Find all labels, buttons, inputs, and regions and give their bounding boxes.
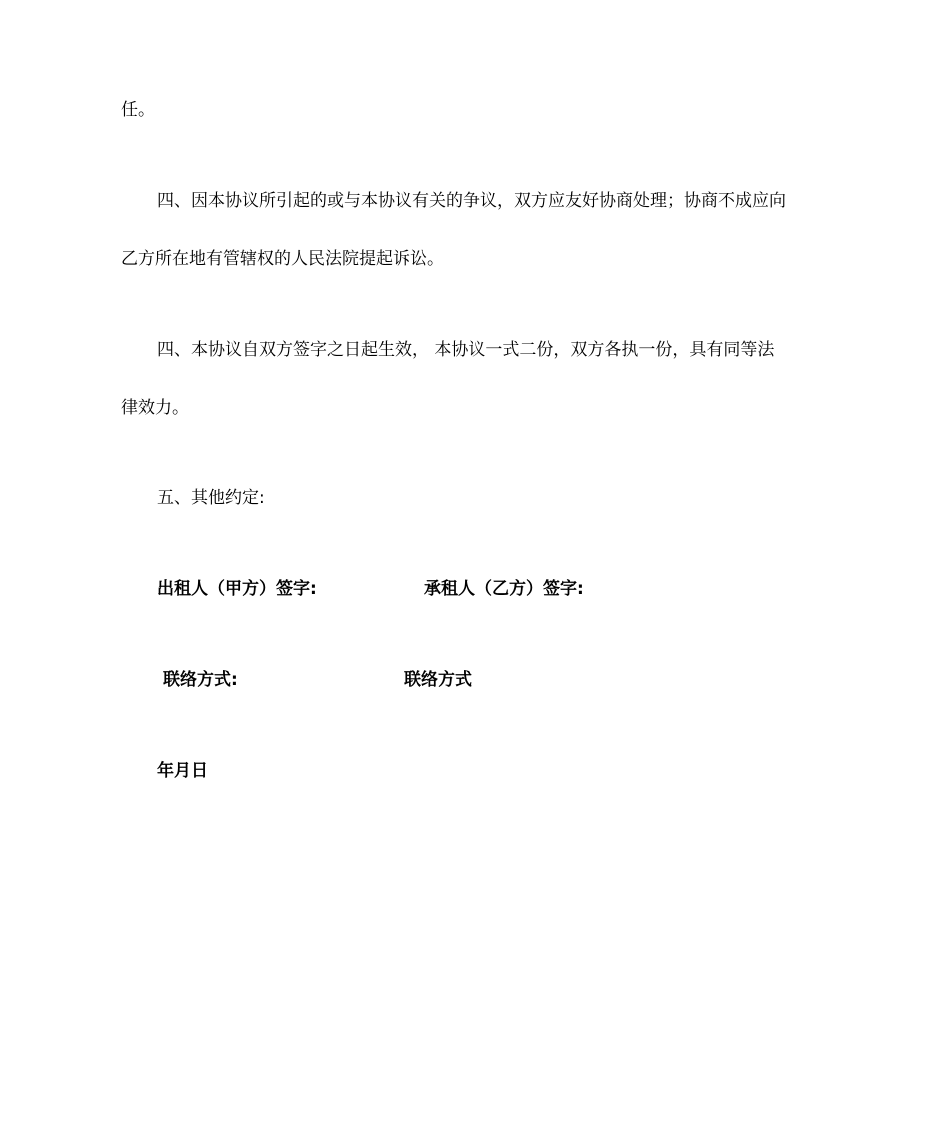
lessor-signature-label: 出租人（甲方）签字: [157, 579, 317, 599]
clause-tail-text: 任。 [121, 100, 155, 120]
lessor-contact-label: 联络方式: [163, 670, 238, 690]
lessee-signature-label: 承租人（乙方）签字: [424, 579, 584, 599]
lessee-contact-label: 联络方式 [404, 670, 472, 690]
dispute-clause-line-1: 四、因本协议所引起的或与本协议有关的争议，双方应友好协商处理；协商不成应向 [157, 191, 786, 211]
other-terms-heading: 五、其他约定: [157, 488, 265, 508]
date-label: 年月日 [157, 761, 208, 781]
effect-clause-line-2: 律效力。 [121, 398, 189, 418]
dispute-clause-line-2: 乙方所在地有管辖权的人民法院提起诉讼。 [121, 249, 444, 269]
effect-clause-line-1: 四、本协议自双方签字之日起生效， 本协议一式二份，双方各执一份，具有同等法 [157, 340, 775, 360]
